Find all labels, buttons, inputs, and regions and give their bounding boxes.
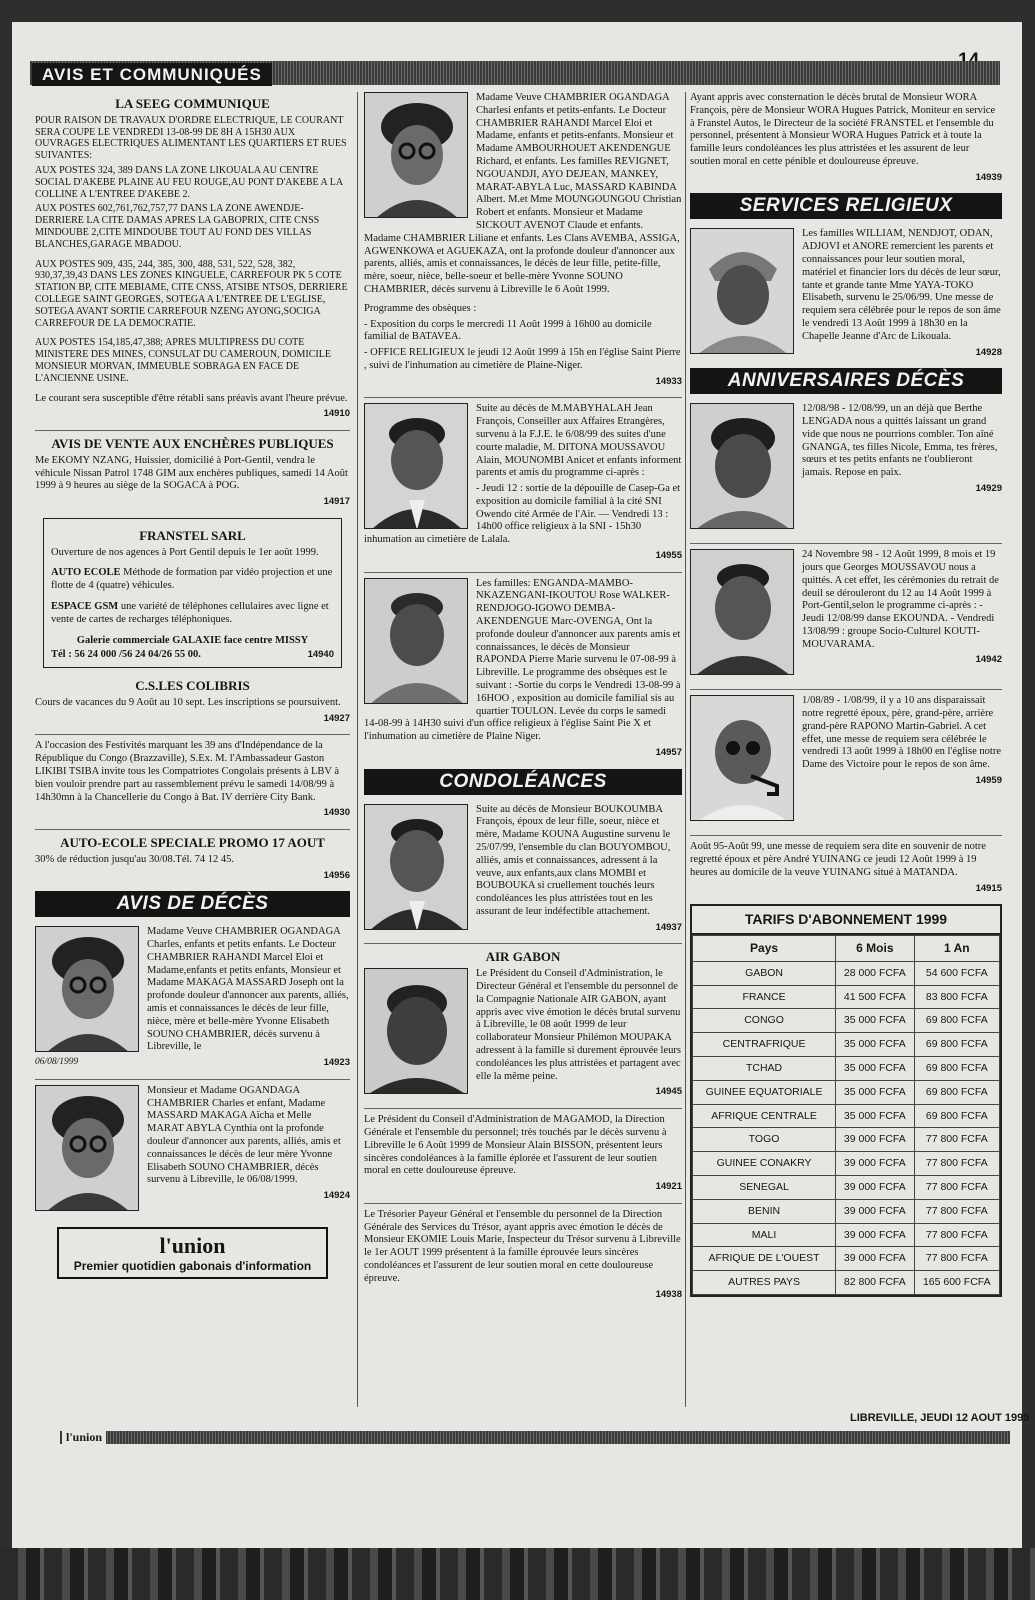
table-cell: 69 800 FCFA: [914, 1009, 999, 1033]
seeg-intro: POUR RAISON DE TRAVAUX D'ORDRE ELECTRIQUE, LE COURANT SERA COUPE LE VENDREDI 13-08-99 DE 8H A 15H30 AUX OUVRAGES ELECTRIQUES ALIMENTANT LES QUARTIERS ET RUES SUIVANTES:: [35, 114, 347, 162]
seeg-title: LA SEEG COMMUNIQUE: [115, 96, 270, 111]
vente-title: AVIS DE VENTE AUX ENCHÈRES PUBLIQUES: [51, 435, 334, 451]
table-cell: 77 800 FCFA: [914, 1175, 999, 1199]
footer-date: LIBREVILLE, JEUDI 12 AOUT 1999: [850, 1412, 1030, 1424]
table-cell: BENIN: [693, 1199, 836, 1223]
section-title: AVIS ET COMMUNIQUÉS: [32, 63, 272, 86]
anniversaires-banner: ANNIVERSAIRES DÉCÈS: [690, 368, 1002, 394]
divider: [364, 1203, 682, 1204]
table-header: 6 Mois: [836, 936, 915, 962]
portrait-photo: [690, 549, 794, 675]
mabyhalah-programme: - Jeudi 12 : sortie de la dépouille de Casep-Ga et exposition au domicile familial à la cité SNI Owendo cité Armée de l'Air. — Vendredi 13 : 14h00 office religieux à la SNI - 15h30 inhumation au cimetière de Lalala.: [364, 483, 681, 546]
ref-number: 14924: [323, 1190, 350, 1202]
table-header: 1 An: [914, 936, 999, 962]
ref-number: 14917: [323, 496, 350, 508]
magamod-text: Le Président du Conseil d'Administration de MAGAMOD, la Direction Générale et l'ensemble du personnel; très touchés par le décès survenu à Libreville le 6 Août 1999 de Monsieur Alain BISSON, présentent leurs sincères condoléances à la famille éplorée et l'assurent de leur soutien moral en cette douloureuse épreuve.: [364, 1114, 667, 1177]
yuinang-text: Août 95-Août 99, une messe de requiem sera dite en souvenir de notre regretté époux et père André YUINANG ce jeudi 12 Août 1999 à 19 heures au domicile de la veuve YUINANG situé à MATANDA.: [690, 841, 986, 878]
table-cell: 39 000 FCFA: [836, 1128, 915, 1152]
table-cell: 77 800 FCFA: [914, 1223, 999, 1247]
ref-number: 14942: [975, 654, 1002, 666]
tarifs-table-box: [690, 904, 1002, 1297]
rapono-text: 1/08/89 - 1/08/99, il y a 10 ans disparaissait notre regretté époux, père, grand-père, arrière grand-père RAPONO Martin-Gabriel. A cet effet, une messe de requiem sera célébrée le vendredi 13 août 1999 à 18h00 en l'église notre Dame des Victoire pour le repos de son âme.: [802, 695, 1002, 771]
franstel-ad: [43, 518, 342, 668]
table-cell: SENEGAL: [693, 1175, 836, 1199]
portrait-photo: [35, 1085, 139, 1211]
portrait-photo: [364, 968, 468, 1094]
franstel-autoecole-text: Méthode de formation par vidéo projection et une flotte de 4 (quatre) véhicules.: [51, 567, 333, 592]
table-row: [693, 1247, 1000, 1271]
seeg-zone-3: AUX POSTES 909, 435, 244, 385, 300, 488, 531, 522, 528, 382, 930,37,39,43 DANS LES ZONES KINGUELE, CARREFOUR PK 5 COTE STATION BP, CITE MEBIAME, CITE CNSS, ATSIBE NTSOS, DERRIERE COLLEGE SAINT GEORGES, SOTEGA A L'ENTREE DE L'EGLISE, SOTEGA AVANT SORTIE CARREFOUR NZENG AYONG,SOCIGA CARREFOUR DE LA DEMOCRATIE.: [35, 258, 348, 329]
tarifs-body: [693, 961, 1000, 1294]
table-header: Pays: [693, 936, 836, 962]
divider: [364, 1108, 682, 1109]
ref-number: 14930: [323, 807, 350, 819]
table-cell: 39 000 FCFA: [836, 1247, 915, 1271]
chambrier-notice: [364, 92, 682, 387]
table-cell: 39 000 FCFA: [836, 1199, 915, 1223]
table-cell: GUINEE CONAKRY: [693, 1152, 836, 1176]
congo-text: A l'occasion des Festivités marquant les 39 ans d'Indépendance de la République du Congo (Brazzaville), S.Ex. M. l'Ambassadeur Gaston LIKIBI TSIBA invite tous les Compatriotes Congolais présents à LBV à bien vouloir prendre part au rassemblement prévu le samedi 14/08/99 à 14h30mn à la Chancellerie du Congo à Bat. IV derrière City Bank.: [35, 740, 340, 803]
footer-logo: l'union: [62, 1430, 106, 1445]
table-row: [693, 1056, 1000, 1080]
raponda-text: Les familles: ENGANDA-MAMBO-NKAZENGANI-IKOUTOU Rose WALKER-RENDJOGO-IGOWO DEMBA-AKENDENGUE Marc-OVENGA, Ont la profonde douleur d'annoncer aux parents amis et connaissances, le décès de Monsieur RAPONDA Pierre Marie survenu le 07-08-99 à Libreville. Le programme des obsèques est le suivant : -Sortie du corps le Vendredi 13-08-99 à 16HOO , exposition au domicile familial sis au quartier TOULON. Levée du corps le samedi 14-08-99 à 14H30 suivi d'un office religieux à l'église Saint Pie X et l'inhumation au cimetière de Plaine Niger.: [364, 577, 681, 743]
yaya-toko-notice: [690, 228, 1002, 358]
table-cell: 83 800 FCFA: [914, 985, 999, 1009]
raponda-notice: [364, 578, 682, 759]
franstel-phone: Tél : 56 24 000 /56 24 04/26 55 00.: [51, 649, 201, 661]
table-cell: 35 000 FCFA: [836, 1080, 915, 1104]
table-cell: 77 800 FCFA: [914, 1152, 999, 1176]
services-banner: SERVICES RELIGIEUX: [690, 193, 1002, 219]
table-cell: GABON: [693, 961, 836, 985]
vente-text: Me EKOMY NZANG, Huissier, domicilié à Port-Gentil, vendra le véhicule Nissan Patrol 1748 GIM aux enchères publiques, samedi 14 Août 1999 à 9 heures au siège de la SOGACA à POG.: [35, 454, 348, 492]
seeg-notice: [35, 96, 350, 420]
lengada-notice: [690, 403, 1002, 533]
lengada-text: 12/08/98 - 12/08/99, un an déjà que Berthe LENGADA nous a quittés laissant un grand vide que nous ne pourrions combler. Ton aîné GNANGA, tes filles Nicole, Emma, tes frères, sœurs et tes petits enfants ne t'oublieront jamais. Repose en paix.: [802, 403, 998, 479]
yuinang-notice: [690, 841, 1002, 894]
wora-notice: [690, 92, 1002, 183]
seeg-zone-2: AUX POSTES 602,761,762,757,77 DANS LA ZONE AWENDJE- DERRIERE LA CITE DAMAS APRES LA GABOPRIX, CITE CNSS MINDOUBE 2,CITE MINDOUBE TOUT AU FOND DES VILLAS BLANCHES,GARAGE MBADOU.: [35, 203, 320, 250]
franstel-opening: Ouverture de nos agences à Port Gentil depuis le 1er août 1999.: [51, 546, 319, 558]
airgabon-text: Le Président du Conseil d'Administration, le Directeur Général et l'ensemble du personnel de la Compagnie Nationale AIR GABON, ayant appris avec vive émotion le décès brutal survenu à Libreville, le 08 août 1999 de leur collaborateur Monsieur Philémon MOUPAKA adressent à la famille si durement éprouvée leurs condoléances les plus attristées et partagent avec elle la même peine.: [476, 968, 681, 1082]
table-cell: TOGO: [693, 1128, 836, 1152]
column-rule: [357, 92, 358, 1407]
table-cell: 39 000 FCFA: [836, 1175, 915, 1199]
table-row: [693, 1175, 1000, 1199]
portrait-photo: [690, 695, 794, 821]
ref-number: 14923: [323, 1057, 350, 1069]
table-cell: 39 000 FCFA: [836, 1152, 915, 1176]
mabyhalah-text: Suite au décès de M.MABYHALAH Jean François, Conseiller aux Affaires Etrangères, survenu à la F.J.E. le 6/08/99 des suites d'une courte maladie, M. DITONA MOUSSAVOU Alain, MOUNOMBI Anicet et enfants informent parents et amis du programme ci-après :: [476, 403, 682, 479]
table-cell: 69 800 FCFA: [914, 1033, 999, 1057]
portrait-photo: [35, 926, 139, 1052]
column-right: [690, 92, 1002, 1297]
table-cell: 39 000 FCFA: [836, 1223, 915, 1247]
table-cell: AFRIQUE CENTRALE: [693, 1104, 836, 1128]
divider: [35, 829, 350, 830]
seeg-zone-1: AUX POSTES 324, 389 DANS LA ZONE LIKOUALA AU CENTRE SOCIAL D'AKEBE PLAINE AU FEU ROUGE,AU PONT D'AKEBE A LA COLLINE A L'ENTREE D'AKEBE 2.: [35, 165, 343, 200]
table-cell: CENTRAFRIQUE: [693, 1033, 836, 1057]
ref-number: 14915: [975, 882, 1002, 894]
table-row: [693, 1128, 1000, 1152]
ref-number: 14937: [655, 921, 682, 933]
table-cell: 35 000 FCFA: [836, 1009, 915, 1033]
table-row: [693, 1271, 1000, 1295]
portrait-photo: [364, 804, 468, 930]
table-cell: 35 000 FCFA: [836, 1033, 915, 1057]
table-cell: TCHAD: [693, 1056, 836, 1080]
moussavou-text: 24 Novembre 98 - 12 Août 1999, 8 mois et 19 jours que Georges MOUSSAVOU nous a quittés. A cet effet, les cérémonies du retrait de deuil se dérouleront du 12 au 14 Août 1999 à Port-Gentil,selon le programme ci-après : - Jeudi 12/08/99 danse EKOUNDA. - Vendredi 13/08/99 : groupe Socio-Culturel KOUTI-MOUVARAMA.: [802, 549, 999, 650]
programme-item: - Exposition du corps le mercredi 11 Août 1999 à 16h00 au domicile familial de BATAVEA.: [364, 318, 652, 343]
union-logo: l'union: [159, 1232, 226, 1258]
column-left: [35, 92, 350, 1279]
ref-number: 14933: [655, 375, 682, 387]
footer-band: [60, 1431, 1010, 1444]
ref-number: 14938: [655, 1288, 682, 1300]
table-row: [693, 1033, 1000, 1057]
boukoumba-notice: [364, 804, 682, 934]
autoecole-title: AUTO-ECOLE SPECIALE PROMO 17 AOUT: [60, 835, 325, 851]
deces-1-date: 06/08/1999: [35, 1057, 79, 1068]
divider: [364, 943, 682, 944]
table-cell: 69 800 FCFA: [914, 1080, 999, 1104]
colibris-notice: [35, 678, 350, 724]
table-cell: AUTRES PAYS: [693, 1271, 836, 1295]
table-cell: GUINEE EQUATORIALE: [693, 1080, 836, 1104]
ref-number: 14928: [975, 346, 1002, 358]
table-cell: 165 600 FCFA: [914, 1271, 999, 1295]
programme-label: Programme des obsèques :: [364, 302, 477, 314]
table-cell: 35 000 FCFA: [836, 1104, 915, 1128]
boukoumba-text: Suite au décès de Monsieur BOUKOUMBA François, époux de leur fille, soeur, nièce et mère, Madame KOUNA Augustine survenu le 25/07/99, l'ensemble du clan BOUYOMBOU, alliés, amis et connaissances, adressent à la veuve, aux enfants,aux clans MOMBI et BOUBOUKA si cruellement touchés leurs condoléances les plus attristées tout en les assurant de leur indéfectible attachement.: [476, 803, 671, 917]
column-rule: [685, 92, 686, 1407]
portrait-photo: [364, 578, 468, 704]
table-cell: CONGO: [693, 1009, 836, 1033]
divider: [364, 397, 682, 398]
portrait-photo: [364, 403, 468, 529]
ref-number: 14957: [655, 747, 682, 759]
tarifs-title: TARIFS D'ABONNEMENT 1999: [692, 906, 1000, 935]
table-cell: 82 800 FCFA: [836, 1271, 915, 1295]
table-cell: FRANCE: [693, 985, 836, 1009]
airgabon-notice: [364, 949, 682, 1098]
programme-item: - OFFICE RELIGIEUX le jeudi 12 Août 1999 à 15h en l'église Saint Pierre , suivi de l'inhumation au cimetière de Plaine-Niger.: [364, 347, 681, 371]
magamod-notice: [364, 1114, 682, 1193]
wora-text: Ayant appris avec consternation le décès brutal de Monsieur WORA François, père de Monsieur WORA Hugues Patrick, Moniteur en service à Franstel Autos, le Directeur de la société FRANSTEL et l'ensemble du personnel, présentent à Monsieur WORA Hugues Patrick et à toute la famille leurs condoléances les plus attristées et les assurent de leur soutien moral en cette pénible et douloureuse épreuve.: [690, 92, 996, 167]
table-row: [693, 1199, 1000, 1223]
ref-number: 14910: [323, 408, 350, 420]
tresor-notice: [364, 1209, 682, 1300]
franstel-address: Galerie commerciale GALAXIE face centre MISSY: [76, 634, 309, 646]
union-logo-box: [57, 1227, 328, 1279]
franstel-gsm-text: une variété de téléphones cellulaires avec ligne et vente de cartes de recharges téléphoniques.: [51, 601, 329, 625]
divider: [35, 734, 350, 735]
deces-notice-2: [35, 1085, 350, 1215]
ref-number: 14956: [323, 869, 350, 881]
ref-number: 14927: [323, 712, 350, 724]
table-row: [693, 985, 1000, 1009]
divider: [364, 572, 682, 573]
franstel-autoecole-label: AUTO ECOLE: [51, 567, 121, 579]
ref-number: 14945: [655, 1086, 682, 1098]
franstel-gsm-label: ESPACE GSM: [51, 601, 119, 613]
table-cell: 77 800 FCFA: [914, 1128, 999, 1152]
table-cell: MALI: [693, 1223, 836, 1247]
table-cell: 28 000 FCFA: [836, 961, 915, 985]
seeg-note: Le courant sera susceptible d'être rétabli sans préavis avant l'heure prévue.: [35, 392, 348, 404]
table-cell: 69 800 FCFA: [914, 1056, 999, 1080]
moussavou-notice: [690, 549, 1002, 679]
deces-2-text: Monsieur et Madame OGANDAGA CHAMBRIER Charles et enfant, Madame MASSARD MAKAGA Aïcha et Melle MARAT ABYLA Cynthia ont la profonde douleur d'annoncer aux parents, alliés, amis et connaissances le décès de leur mère Yvonne Elisabeth SOUNO CHAMBRIER, décès survenu à Libreville, le 06/08/1999.: [147, 1084, 341, 1186]
mabyhalah-notice: [364, 403, 682, 561]
congo-notice: [35, 740, 350, 819]
airgabon-title: AIR GABON: [485, 949, 561, 965]
column-middle: [364, 92, 682, 1310]
condoleances-banner: CONDOLÉANCES: [364, 769, 682, 795]
portrait-photo: [690, 403, 794, 529]
table-row: [693, 961, 1000, 985]
chambrier-text: Madame Veuve CHAMBRIER OGANDAGA Charlesi enfants et petits-enfants. Le Docteur CHAMBRIER RAHANDI Marcel Eloi et Madame, enfants et petits-enfants. Monsieur et Madame AMBOURHOUET AKENDENGUE Richard, et enfants. Les familles REVIGNET, NGOUANDJI, AYO DEJEAN, MANKEY, MARAT-ABYLA Luc, MASSARD KABINDA Albert. M.et Mme MOUNGOUNGOU Christian Robert et enfants. Monsieur et Madame SICKOUT AVENOT Claude et enfants. Madame CHAMBRIER Liliane et enfants. Les Clans AVEMBA, ASSIGA, AGWENKOWA et AGUEKAZA, ont la profonde douleur d'annoncer aux parents, alliés, amis et connaissances, le décès de leur fille, petite-fille, mère, soeur, nièce, belle-soeur et belle-mère Yvonne SOUNO CHAMBRIER, décès survenu à Libreville le 6 Août 1999.: [364, 92, 682, 295]
tarifs-table: [692, 935, 1000, 1295]
ref-number: 14955: [655, 550, 682, 562]
rapono-notice: [690, 695, 1002, 825]
franstel-title: FRANSTEL SARL: [139, 527, 246, 543]
table-row: [693, 1104, 1000, 1128]
table-cell: 77 800 FCFA: [914, 1247, 999, 1271]
divider: [690, 689, 1002, 690]
divider: [35, 430, 350, 431]
portrait-photo: [690, 228, 794, 354]
ref-number: 14929: [975, 482, 1002, 494]
tresor-text: Le Trésorier Payeur Général et l'ensemble du personnel de la Direction Générale des Services du Trésor, ayant appris avec émotion le décès de Monsieur EKOMIE Louis Marie, Inspecteur du Trésor survenu à Libreville le 1er AOUT 1999 présentent à la famille éprouvée leurs sincères condoléances et l'assurent de leur soutien moral en cette douloureuse épreuve.: [364, 1208, 681, 1284]
ref-number: 14939: [975, 171, 1002, 183]
deces-banner: AVIS DE DÉCÈS: [35, 891, 350, 917]
autoecole-text: 30% de réduction jusqu'au 30/08.Tél. 74 12 45.: [35, 853, 235, 865]
table-cell: 41 500 FCFA: [836, 985, 915, 1009]
divider: [35, 1079, 350, 1080]
portrait-photo: [364, 92, 468, 218]
colibris-text: Cours de vacances du 9 Août au 10 sept. Les inscriptions se poursuivent.: [35, 697, 341, 709]
ref-number: 14940: [307, 649, 334, 661]
autoecole-notice: [35, 835, 350, 881]
table-row: [693, 1009, 1000, 1033]
divider: [690, 835, 1002, 836]
deces-notice-1: [35, 926, 350, 1069]
union-tagline: Premier quotidien gabonais d'information: [73, 1258, 312, 1273]
table-cell: 35 000 FCFA: [836, 1056, 915, 1080]
divider: [690, 543, 1002, 544]
table-row: [693, 1080, 1000, 1104]
table-row: [693, 1223, 1000, 1247]
table-cell: AFRIQUE DE L'OUEST: [693, 1247, 836, 1271]
colibris-title: C.S.LES COLIBRIS: [135, 678, 250, 694]
table-cell: 54 600 FCFA: [914, 961, 999, 985]
table-row: [693, 1152, 1000, 1176]
ref-number: 14959: [975, 774, 1002, 786]
vente-notice: [35, 436, 350, 508]
deces-1-text: Madame Veuve CHAMBRIER OGANDAGA Charles, enfants et petits enfants. Le Docteur CHAMBRIER RAHANDI Marcel Eloi et Madame,enfants et petits enfants, Monsieur et Madame MAKAGA MASSARD Joseph ont la profonde douleur d'annoncer aux parents, alliés, amis et connaissances le décès de leur fille, nièce, mère et belle-mère Yvonne Elisabeth SOUNO CHAMBRIER, décès survenu à Libreville, le: [147, 926, 349, 1053]
seeg-zone-4: AUX POSTES 154,185,47,388; APRES MULTIPRESS DU COTE MINISTERE DES MINES, CONSULAT DU CAMEROUN, DOMICILE MONSIEUR MORVAN, IMMEUBLE SOBRAGA EN FACE DE L'ANCIENNE USINE.: [35, 337, 331, 384]
table-cell: 77 800 FCFA: [914, 1199, 999, 1223]
yaya-toko-text: Les familles WILLIAM, NENDJOT, ODAN, ADJOVI et ANORE remercient les parents et connaissances pour leur soutien moral, matériel et financier lors du décès de leur sœur, tante et grande tante Mme YAYA-TOKO Elisabeth, survenu le 25/06/99. Une messe de requiem sera célébrée pour le repos de son âme le vendredi 13 Août 1999 à 18h30 en la Chapelle Jeanne d'Arc de Likouala.: [802, 228, 1001, 342]
scan-bleed: [0, 1548, 1035, 1600]
table-cell: 69 800 FCFA: [914, 1104, 999, 1128]
ref-number: 14921: [655, 1181, 682, 1193]
